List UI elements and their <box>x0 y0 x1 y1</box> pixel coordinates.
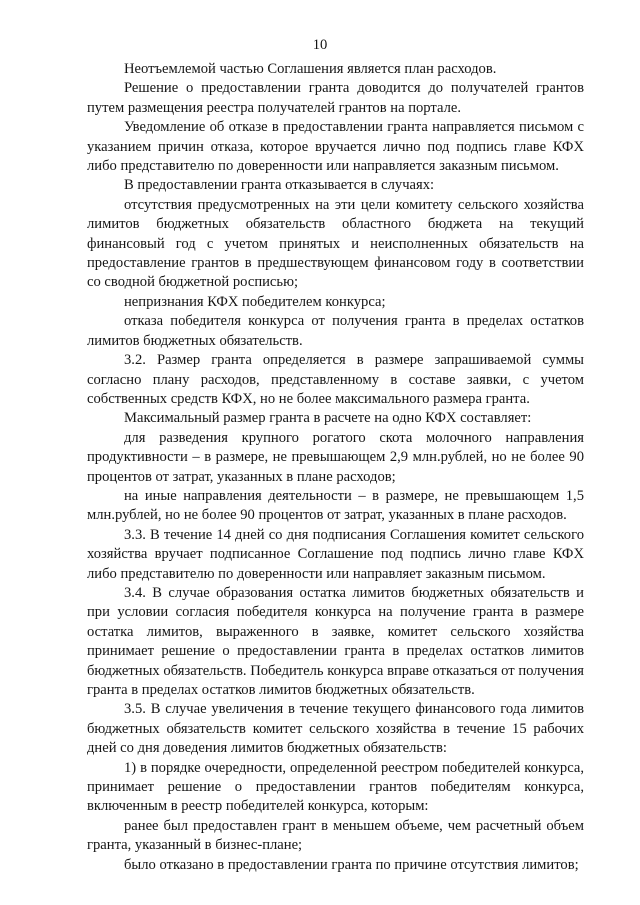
paragraph: В предоставлении гранта отказывается в случаях: <box>124 177 435 194</box>
paragraph: 3.5. В случае увеличения в течение текущего финансового года лимитов бюджетных обязательств комитет сельского хозяйства в течение 15 рабочих дней со дня доведения лимитов бюджетных обязательств: <box>87 701 584 757</box>
paragraph: Максимальный размер гранта в расчете на одно КФХ составляет: <box>124 410 532 427</box>
page-number: 10 <box>312 37 328 53</box>
paragraph: Уведомление об отказе в предоставлении гранта направляется письмом с указанием причин отказа, которое вручается лично под подпись главе КФХ либо представителю по доверенности или направляется заказным письмом. <box>87 119 584 175</box>
paragraph: было отказано в предоставлении гранта по причине отсутствия лимитов; <box>124 856 579 873</box>
paragraph: ранее был предоставлен грант в меньшем объеме, чем расчетный объем гранта, указанный в бизнес-плане; <box>87 817 584 854</box>
paragraph: для разведения крупного рогатого скота молочного направления продуктивности – в размере, не превышающем 2,9 млн.рублей, но не более 90 процентов от затрат, указанных в плане расходов; <box>87 429 584 485</box>
paragraph: отказа победителя конкурса от получения гранта в пределах остатков лимитов бюджетных обязательств. <box>87 313 584 349</box>
paragraph: отсутствия предусмотренных на эти цели комитету сельского хозяйства лимитов бюджетных обязательств областного бюджета на текущий финансовый год с учетом принятых и неисполненных обязательств на предоставление грантов в предшествующем финансовом году в соответствии со сводной бюджетной росписью; <box>87 196 584 291</box>
paragraph: 3.4. В случае образования остатка лимитов бюджетных обязательств и при условии согласия победителя конкурса на получение гранта в размере остатка лимитов, выраженного в заявке, комитет сельского хозяйства принимает решение о предоставлении гранта в пределах остатков лимитов бюджетных обязательств. Победитель конкурса вправе отказаться от получения гранта в пределах остатков лимитов бюджетных обязательств. <box>87 584 584 698</box>
paragraph: на иные направления деятельности – в размере, не превышающем 1,5 млн.рублей, но не более 90 процентов от затрат, указанных в плане расходов. <box>87 487 584 524</box>
paragraph: непризнания КФХ победителем конкурса; <box>124 293 386 310</box>
paragraph: Неотъемлемой частью Соглашения является план расходов. <box>124 61 497 77</box>
paragraph: Решение о предоставлении гранта доводится до получателей грантов путем размещения реестра получателей грантов на портале. <box>87 80 584 116</box>
document-body <box>87 60 584 875</box>
paragraph: 1) в порядке очередности, определенной реестром победителей конкурса, принимает решение о предоставлении грантов победителям конкурса, включенным в реестр победителей конкурса, которым: <box>87 759 584 815</box>
paragraph: 3.3. В течение 14 дней со дня подписания Соглашения комитет сельского хозяйства вручает подписанное Соглашение под подпись лично главе КФХ либо представителю по доверенности или направляет заказным письмом. <box>87 526 584 582</box>
paragraph: 3.2. Размер гранта определяется в размере запрашиваемой суммы согласно плану расходов, представленному в составе заявки, с учетом собственных средств КФХ, но не более максимального размера гранта. <box>87 352 584 407</box>
